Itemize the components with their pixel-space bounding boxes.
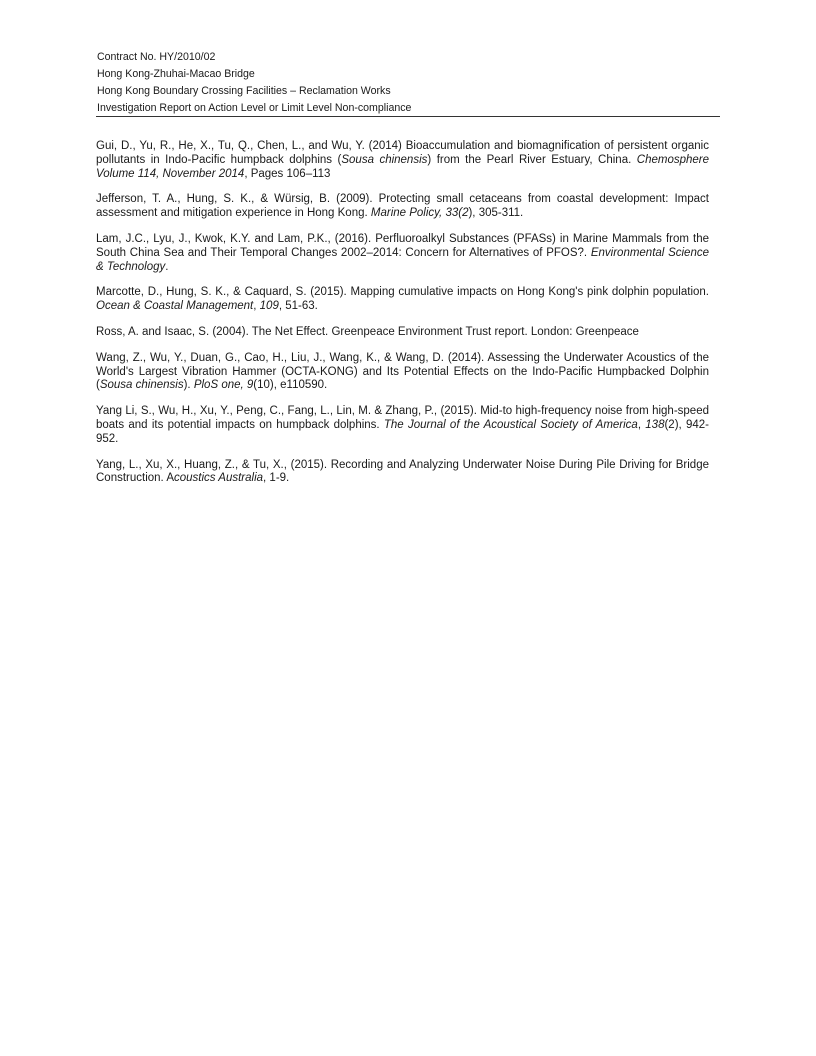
reference-text: Yang Li, S., Wu, H., Xu, Y., Peng, C., Fang, L., Lin, M. & Zhang, P., (2015). Mid-to high-frequency noise from high-speed boats and its potential impacts on humpback dolphins. bbox=[96, 405, 709, 431]
reference-italic: The Journal of the Acoustical Society of America bbox=[383, 418, 638, 431]
reference-text: , bbox=[637, 418, 646, 431]
reference-text: , Pages 106–113 bbox=[244, 167, 331, 180]
reference-text: , 51-63. bbox=[278, 300, 318, 313]
reference-italic: 109 bbox=[259, 300, 279, 313]
page-header bbox=[97, 49, 720, 117]
reference-text: (2), 942-952. bbox=[96, 418, 709, 445]
reference-italic: 138 bbox=[645, 418, 665, 431]
reference-text: Wang, Z., Wu, Y., Duan, G., Cao, H., Liu, J., Wang, K., & Wang, D. (2014). Assessing the Underwater Acoustics of the World's Largest Vibration Hammer (OCTA-KONG) and Its Potential Effects on the Indo-Pacific Humpbacked Dolphin ( bbox=[96, 351, 709, 392]
reference-text: ) from the Pearl River Estuary, China. bbox=[427, 153, 637, 166]
reference-item bbox=[96, 459, 709, 487]
reference-text: (10), e110590. bbox=[253, 379, 328, 392]
reference-text: Gui, D., Yu, R., He, X., Tu, Q., Chen, L., and Wu, Y. (2014) Bioaccumulation and biomagnification of persistent organic pollutants in Indo-Pacific humpback dolphins ( bbox=[96, 140, 709, 166]
reference-italic: Ocean & Coastal Management bbox=[96, 300, 254, 313]
header-works-name: Hong Kong Boundary Crossing Facilities – Reclamation Works bbox=[97, 85, 391, 97]
reference-italic: Sousa chinensis bbox=[341, 153, 428, 166]
header-divider bbox=[96, 116, 720, 117]
reference-text: Yang, L., Xu, X., Huang, Z., & Tu, X., (2015). Recording and Analyzing Underwater Noise During Pile Driving for Bridge Construction. A bbox=[96, 458, 709, 485]
reference-text: Jefferson, T. A., Hung, S. K., & Würsig, B. (2009). Protecting small cetaceans from coastal development: Impact assessment and mitigation experience in Hong Kong. bbox=[96, 193, 709, 220]
header-report-title: Investigation Report on Action Level or Limit Level Non-compliance bbox=[97, 102, 412, 114]
reference-item bbox=[96, 352, 709, 393]
reference-italic: Chemosphere Volume 114, November 2014 bbox=[96, 153, 710, 180]
reference-item bbox=[96, 140, 709, 181]
reference-text: . bbox=[165, 260, 169, 273]
header-project-name: Hong Kong-Zhuhai-Macao Bridge bbox=[97, 68, 255, 80]
reference-italic: Environmental Science & Technology bbox=[96, 246, 709, 273]
reference-text: Marcotte, D., Hung, S. K., & Caquard, S. (2015). Mapping cumulative impacts on Hong Kong's pink dolphin population. bbox=[96, 286, 709, 299]
reference-text: ), 305-311. bbox=[468, 207, 524, 220]
reference-text: Lam, J.C., Lyu, J., Kwok, K.Y. and Lam, P.K., (2016). Perfluoroalkyl Substances (PFASs) in Marine Mammals from the South China Sea and Their Temporal Changes 2002–2014: Concern for Alternatives of PFOS?. bbox=[96, 232, 709, 259]
reference-italic: Marine Policy, 33(2 bbox=[370, 207, 469, 220]
reference-item bbox=[96, 193, 709, 221]
reference-item bbox=[96, 286, 709, 314]
reference-item bbox=[96, 233, 709, 274]
reference-text: ). bbox=[183, 379, 194, 392]
header-contract-number: Contract No. HY/2010/02 bbox=[97, 51, 216, 63]
reference-item bbox=[96, 405, 709, 446]
reference-text: , bbox=[253, 300, 260, 313]
reference-text: Ross, A. and Isaac, S. (2004). The Net Effect. Greenpeace Environment Trust report. London: Greenpeace bbox=[96, 325, 639, 338]
reference-italic: PloS one, 9 bbox=[193, 379, 254, 392]
reference-italic: coustics Australia bbox=[173, 472, 264, 485]
reference-item bbox=[96, 326, 709, 340]
reference-italic: Sousa chinensis bbox=[99, 379, 184, 392]
reference-text: , 1-9. bbox=[263, 472, 290, 485]
reference-list bbox=[96, 140, 709, 498]
